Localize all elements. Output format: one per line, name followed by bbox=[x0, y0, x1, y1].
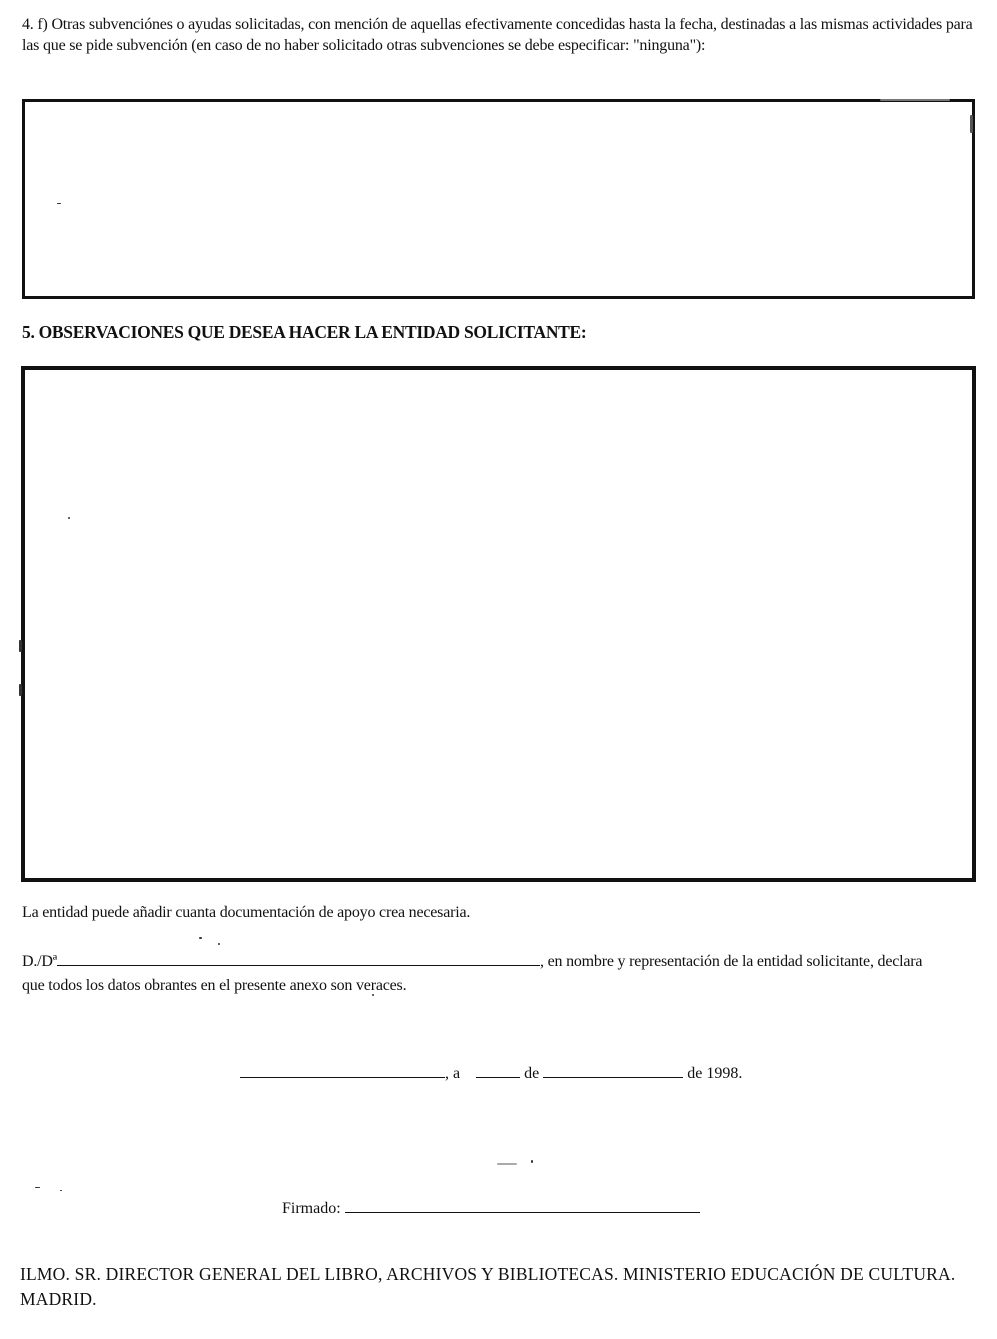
signature-label: Firmado: bbox=[282, 1200, 341, 1217]
scan-speck bbox=[372, 994, 374, 996]
date-de-1: de bbox=[524, 1065, 540, 1082]
signature-blank-line[interactable] bbox=[345, 1198, 700, 1213]
scan-speck bbox=[199, 937, 202, 939]
scan-speck bbox=[970, 115, 973, 133]
day-blank-line[interactable] bbox=[476, 1063, 520, 1078]
declaration-prefix: D./Dª bbox=[22, 953, 57, 970]
name-blank-line[interactable] bbox=[57, 951, 540, 966]
declaration-paragraph bbox=[22, 950, 982, 998]
place-blank-line[interactable] bbox=[240, 1063, 445, 1078]
scan-speck bbox=[35, 1187, 40, 1188]
addressee-block: ILMO. SR. DIRECTOR GENERAL DEL LIBRO, ARCHIVOS Y BIBLIOTECAS. MINISTERIO EDUCACIÓN DE CULTURA. MADRID. bbox=[20, 1264, 956, 1309]
scan-speck bbox=[531, 1160, 533, 1163]
observations-box[interactable] bbox=[21, 366, 976, 882]
other-subsidies-box[interactable] bbox=[22, 99, 975, 299]
month-blank-line[interactable] bbox=[543, 1063, 683, 1078]
scan-speck bbox=[19, 640, 22, 652]
support-documentation-note: La entidad puede añadir cuanta documentación de apoyo crea necesaria. bbox=[22, 904, 471, 921]
scan-speck bbox=[880, 99, 950, 101]
section-5-title: 5. OBSERVACIONES QUE DESEA HACER LA ENTIDAD SOLICITANTE: bbox=[22, 322, 587, 342]
section-4-question: 4. f) Otras subvenciónes o ayudas solicitadas, con mención de aquellas efectivamente concedidas hasta la fecha, destinadas a las mismas actividades para las que se pide subvención (en caso de no haber solicitado otras subvenciones se debe especificar: "ninguna"): bbox=[22, 16, 973, 54]
declaration-suffix: , en nombre y representación de la entidad solicitante, declara bbox=[539, 953, 923, 970]
scan-speck bbox=[57, 203, 61, 204]
scan-speck bbox=[60, 1190, 62, 1191]
scan-speck bbox=[218, 943, 220, 945]
declaration-continuation: que todos los datos obrantes en el presente anexo son veraces. bbox=[22, 977, 407, 994]
scan-speck bbox=[19, 684, 22, 696]
scan-speck bbox=[68, 517, 70, 519]
date-line bbox=[240, 1063, 742, 1083]
scan-speck bbox=[497, 1163, 517, 1165]
signature-line bbox=[282, 1198, 700, 1218]
date-de-year: de 1998. bbox=[687, 1065, 743, 1082]
date-comma-a: , a bbox=[445, 1065, 461, 1082]
